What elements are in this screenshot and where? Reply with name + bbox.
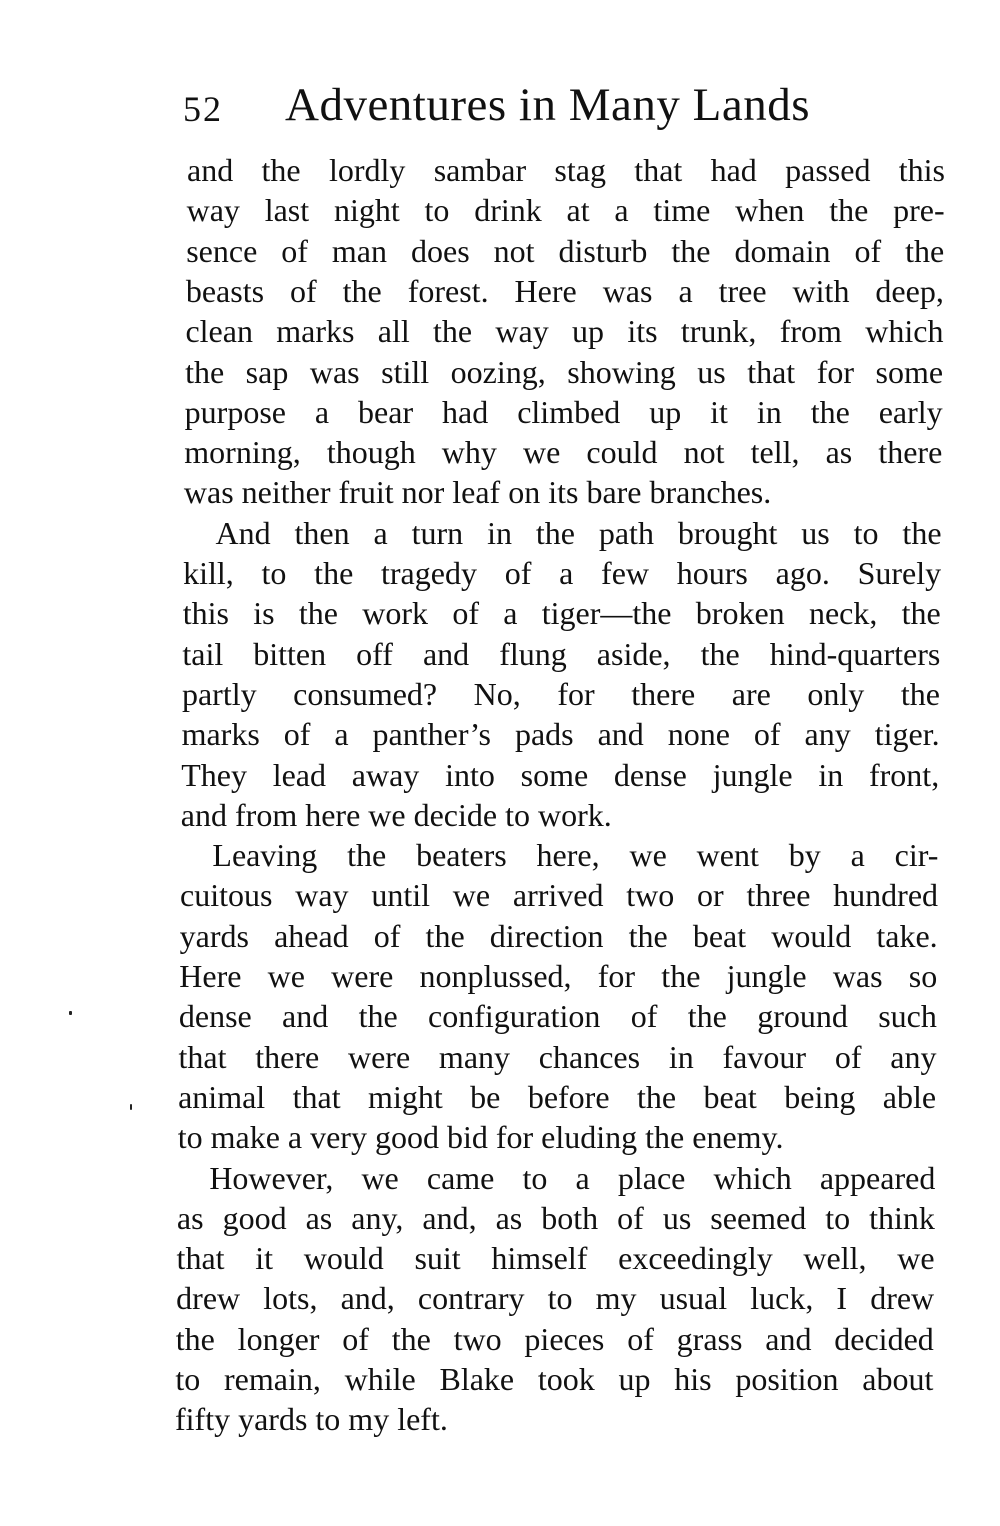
text-line: fifty yards to my left.: [175, 1401, 448, 1438]
text-line: the sap was still oozing, showing us that for some: [185, 353, 944, 390]
text-line: marks of a panther’s pads and none of any tiger.: [181, 716, 940, 753]
text-line: that there were many chances in favour of any: [178, 1038, 937, 1075]
text-line: that it would suit himself exceedingly well, we: [176, 1240, 935, 1277]
text-line: Here we were nonplussed, for the jungle was so: [179, 958, 938, 994]
scan-speck: [130, 1104, 132, 1110]
text-line: purpose a bear had climbed up it in the early: [184, 393, 943, 430]
text-line: the longer of the two pieces of grass and decided: [175, 1320, 934, 1357]
text-line: And then a turn in the path brought us to the: [215, 514, 942, 551]
text-line: was neither fruit nor leaf on its bare branches.: [183, 474, 772, 511]
page-number: 52: [183, 89, 223, 129]
text-line: dense and the configuration of the ground such: [178, 998, 937, 1035]
text-line: way last night to drink at a time when the pre-: [186, 192, 945, 229]
text-line: morning, though why we could not tell, as there: [184, 434, 943, 471]
text-line: to remain, while Blake took up his position about: [175, 1361, 934, 1397]
text-line: and from here we decide to work.: [180, 796, 612, 833]
text-line: cuitous way until we arrived two or three hundred: [180, 877, 939, 914]
text-line: yards ahead of the direction the beat would take.: [179, 917, 938, 954]
page-header: [183, 78, 913, 134]
text-line: as good as any, and, as both of us seemed to think: [176, 1199, 935, 1236]
text-line: this is the work of a tiger—the broken neck, the: [182, 595, 941, 632]
text-line: tail bitten off and flung aside, the hind-quarters: [182, 635, 941, 672]
running-title: Adventures in Many Lands: [285, 79, 810, 131]
scan-speck: [69, 1011, 72, 1015]
text-line: sence of man does not disturb the domain of the: [186, 232, 945, 269]
text-line: They lead away into some dense jungle in front,: [181, 756, 940, 793]
text-line: drew lots, and, contrary to my usual luck, I drew: [176, 1280, 935, 1317]
text-line: and the lordly sambar stag that had passed this: [187, 152, 945, 188]
text-line: beasts of the forest. Here was a tree with deep,: [185, 272, 944, 309]
text-line: clean marks all the way up its trunk, from which: [185, 313, 944, 350]
text-line: animal that might be before the beat being able: [178, 1078, 937, 1115]
text-line: Leaving the beaters here, we went by a cir-: [212, 837, 939, 874]
text-line: to make a very good bid for eluding the enemy.: [177, 1119, 784, 1156]
text-line: However, we came to a place which appeared: [209, 1159, 936, 1196]
text-line: kill, to the tragedy of a few hours ago. Surely: [183, 555, 942, 591]
text-line: partly consumed? No, for there are only the: [181, 675, 940, 712]
